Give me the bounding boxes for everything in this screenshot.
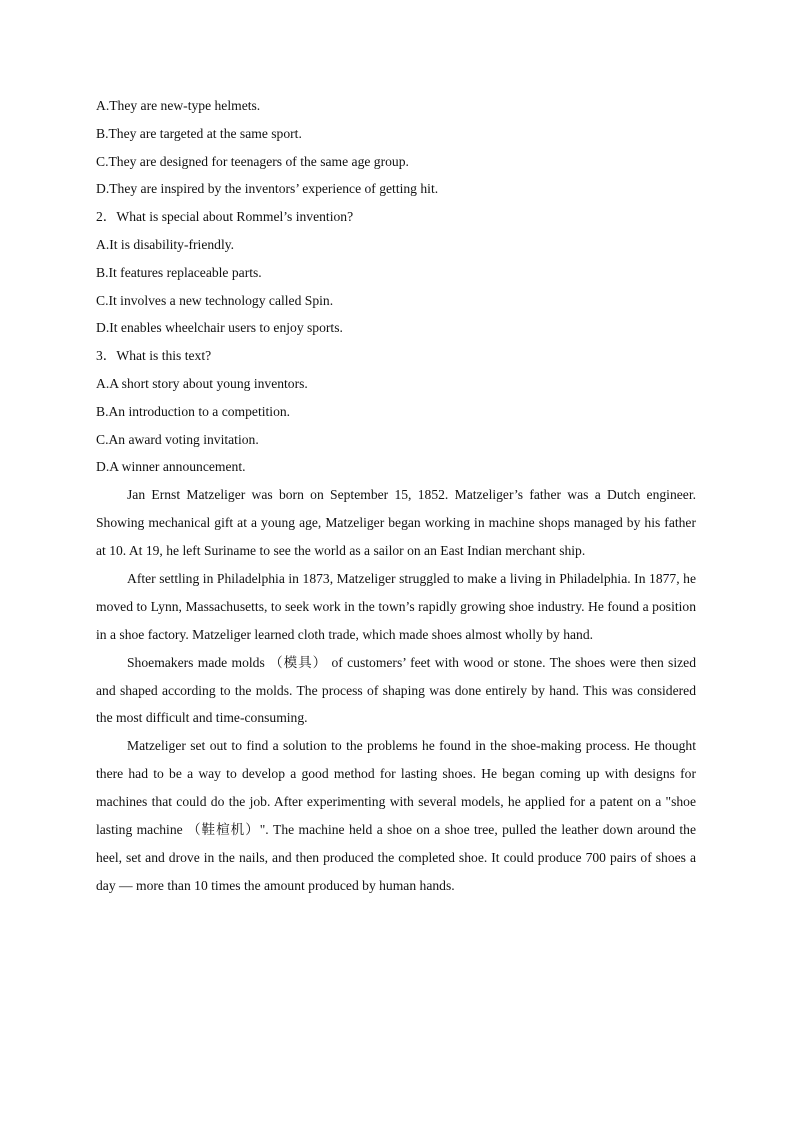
passage-paragraph-2: After settling in Philadelphia in 1873, Matzeliger struggled to make a living in Philadelphia. In 1877, he moved to Lynn, Massachusetts, to seek work in the town’s rapidly growing shoe industry. He found a position in a shoe factory. Matzeliger learned cloth trade, which made shoes almost wholly by hand. bbox=[96, 570, 696, 642]
q2-option-b: B.It features replaceable parts. bbox=[96, 264, 262, 280]
q1-option-b: B.They are targeted at the same sport. bbox=[96, 125, 302, 141]
q3-option-d: D.A winner announcement. bbox=[96, 459, 246, 475]
passage-paragraph-4: Matzeliger set out to find a solution to the problems he found in the shoe-making process. He thought there had to be a way to develop a good method for lasting shoes. He began coming up with designs for machines that could do the job. After experimenting with several models, he applied for a patent on a "shoe lasting machine （鞋楦机）". The machine held a shoe on a shoe tree, pulled the leather down around the heel, set and drove in the nails, and then produced the completed shoe. It could produce 700 pairs of shoes a day — more than 10 times the amount produced by human hands. bbox=[96, 738, 696, 893]
q3-question: 3．What is this text? bbox=[96, 348, 212, 364]
q3-option-b: B.An introduction to a competition. bbox=[96, 403, 291, 419]
q2-option-a: A.It is disability-friendly. bbox=[96, 236, 235, 252]
q1-option-a: A.They are new-type helmets. bbox=[96, 98, 261, 113]
q2-question: 2．What is special about Rommel’s invention? bbox=[96, 209, 354, 225]
document-page bbox=[96, 92, 696, 900]
q1-option-c: C.They are designed for teenagers of the same age group. bbox=[96, 153, 409, 169]
q1-option-d: D.They are inspired by the inventors’ experience of getting hit. bbox=[96, 181, 439, 197]
passage-paragraph-3: Shoemakers made molds （模具） of customers’ feet with wood or stone. The shoes were then sized and shaped according to the molds. The process of shaping was done entirely by hand. This was considered the most difficult and time-consuming. bbox=[96, 654, 696, 726]
q2-option-c: C.It involves a new technology called Spin. bbox=[96, 292, 334, 308]
q2-option-d: D.It enables wheelchair users to enjoy sports. bbox=[96, 320, 343, 336]
passage-paragraph-1: Jan Ernst Matzeliger was born on September 15, 1852. Matzeliger’s father was a Dutch engineer. Showing mechanical gift at a young age, Matzeliger began working in machine shops managed by his father at 10. At 19, he left Suriname to see the world as a sailor on an East Indian merchant ship. bbox=[96, 487, 696, 558]
q3-option-c: C.An award voting invitation. bbox=[96, 431, 259, 447]
q3-option-a: A.A short story about young inventors. bbox=[96, 375, 308, 391]
